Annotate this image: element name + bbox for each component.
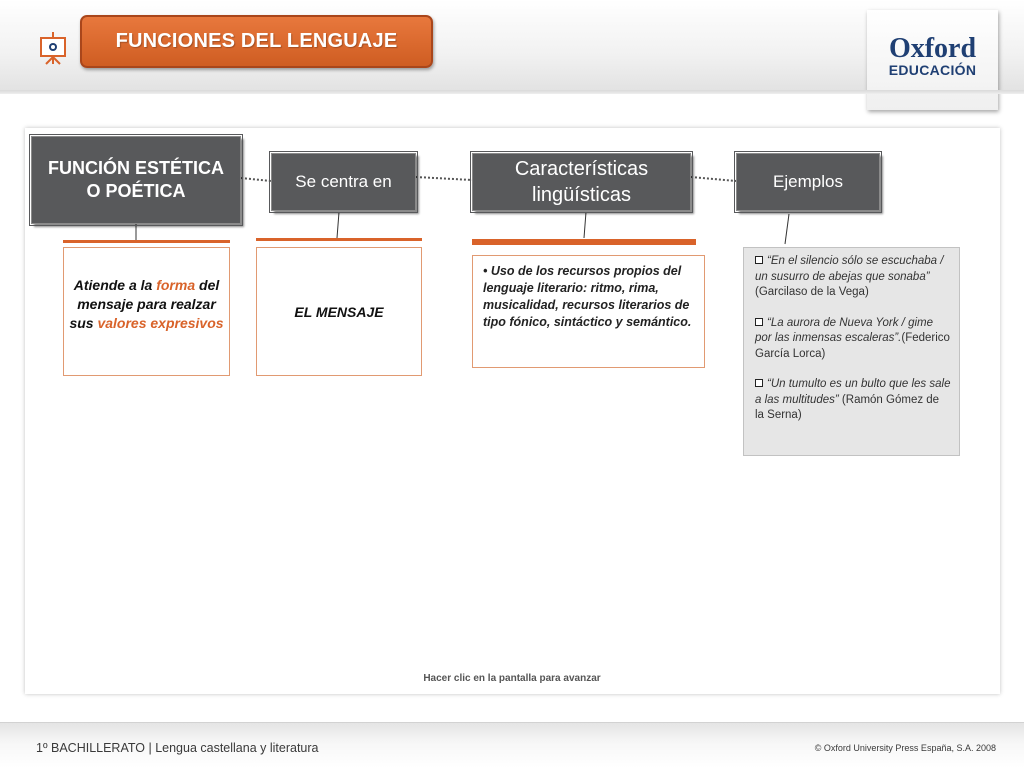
footer-course: 1º BACHILLERATO | Lengua castellana y literatura [36, 741, 319, 755]
stem-centra [337, 212, 339, 238]
footer [0, 722, 1024, 768]
atiende-highlight-forma: forma [156, 277, 196, 293]
main-function-node: FUNCIÓN ESTÉTICA O POÉTICA [31, 136, 241, 224]
uso-recursos-box [472, 255, 705, 368]
checkbox-bullet-icon [755, 256, 763, 264]
mensaje-text: EL MENSAJE [294, 303, 384, 320]
atiende-description [63, 247, 230, 376]
example-item [755, 316, 951, 363]
stem-ejemplos [785, 214, 789, 244]
examples-box [743, 247, 960, 456]
example-quote: “Un tumulto es un bulto que les sale a las multitudes” [755, 378, 951, 406]
example-author: (Garcilaso de la Vega) [755, 286, 869, 298]
checkbox-bullet-icon [755, 318, 763, 326]
caracteristicas-node: Características lingüísticas [472, 153, 691, 211]
footer-copyright: © Oxford University Press España, S.A. 2008 [814, 743, 996, 753]
ejemplos-node: Ejemplos [736, 153, 880, 211]
accent-bar-main [63, 240, 230, 243]
logo-name: Oxford [888, 33, 977, 64]
page-title: FUNCIONES DEL LENGUAJE [115, 30, 398, 52]
checkbox-bullet-icon [755, 379, 763, 387]
mensaje-box [256, 247, 422, 376]
example-item [755, 254, 951, 301]
accent-bar-centra [256, 238, 422, 241]
accent-bar-caract [472, 239, 696, 245]
connector-main-centra [241, 178, 271, 181]
stem-caract [584, 212, 586, 238]
uso-bullet: • [483, 264, 491, 278]
example-item [755, 377, 951, 424]
logo-subtitle: EDUCACIÓN [888, 62, 977, 78]
connector-centra-caract [416, 177, 472, 180]
connector-caract-ejemplos [691, 177, 736, 181]
example-quote: “La aurora de Nueva York / gime por las inmensas escaleras”. [755, 316, 933, 344]
example-quote: “En el silencio sólo se escuchaba / un susurro de abejas que sonaba” [755, 255, 944, 283]
example-author: (Federico García Lorca) [755, 332, 950, 360]
uso-text: Uso de los recursos propios del lenguaje literario: ritmo, rima, musicalidad, recursos literarios de tipo fónico, sintáctico y semántico. [483, 264, 692, 329]
atiende-highlight-valores: valores expresivos [97, 315, 224, 331]
atiende-text-1: Atiende a la [73, 277, 157, 293]
example-author: (Ramón Gómez de la Serna) [755, 393, 940, 421]
centra-node: Se centra en [271, 153, 416, 211]
advance-hint: Hacer clic en la pantalla para avanzar [423, 673, 601, 684]
atiende-text-2: del mensaje para realzar sus [69, 277, 220, 331]
